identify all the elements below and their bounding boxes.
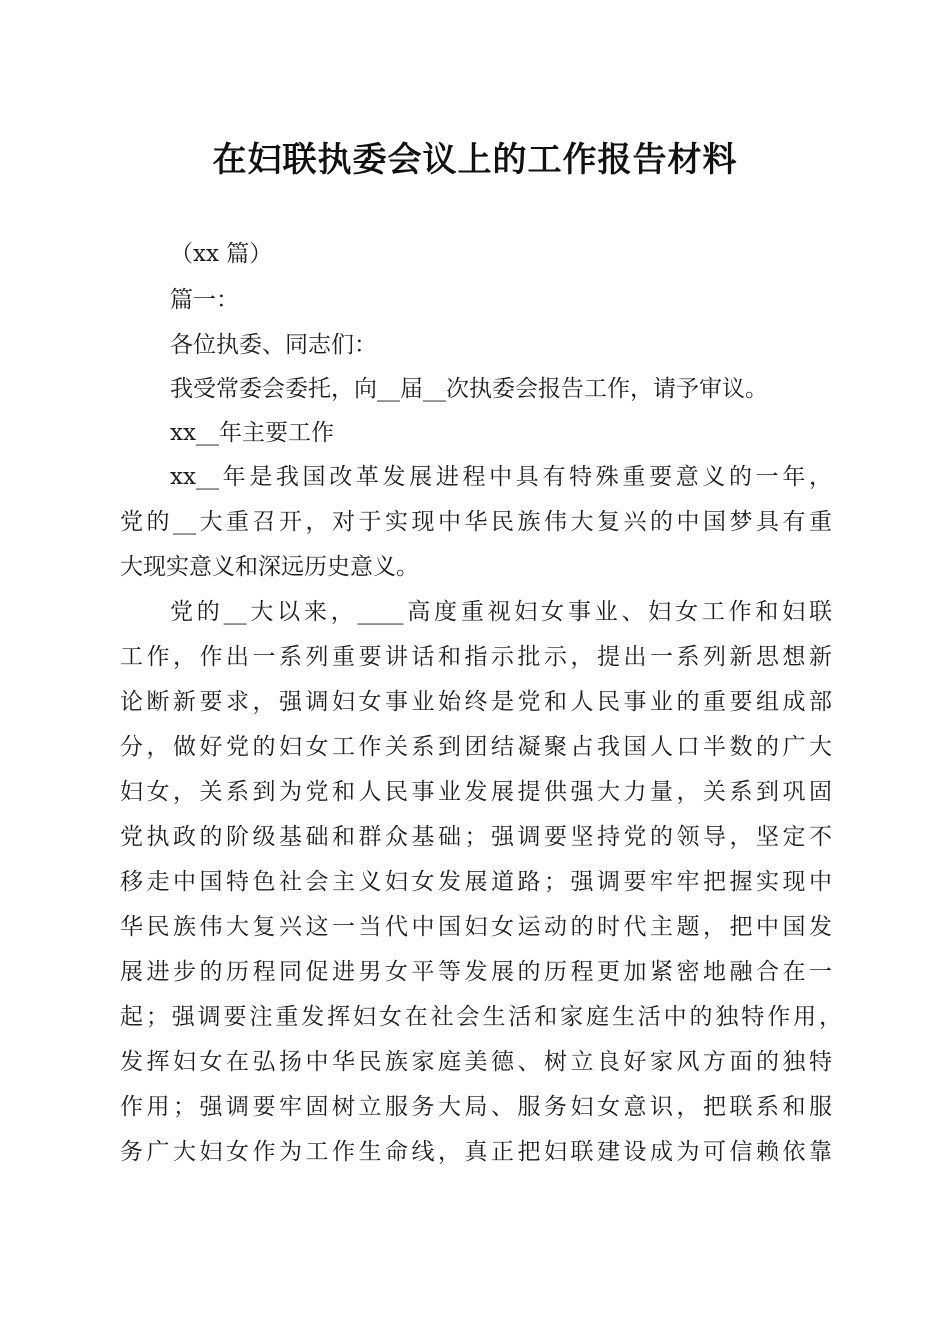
paragraph-line: 党的__大以来，____高度重视妇女事业、妇女工作和妇联 bbox=[170, 599, 832, 625]
paragraph-line: 发挥妇女在弘扬中华民族家庭美德、树立良好家风方面的独特 bbox=[120, 1049, 832, 1075]
paragraph-line: 作用；强调要牢固树立服务大局、服务妇女意识，把联系和服 bbox=[120, 1094, 832, 1120]
salutation: 各位执委、同志们： bbox=[170, 332, 377, 358]
document-title: 在妇联执委会议上的工作报告材料 bbox=[212, 140, 738, 180]
paragraph-line: 大现实意义和深远历史意义。 bbox=[120, 554, 419, 580]
paragraph-line: 务广大妇女作为工作生命线，真正把妇联建设成为可信赖依靠 bbox=[120, 1139, 832, 1165]
document-subtitle: （xx 篇） bbox=[170, 241, 273, 267]
paragraph-line: 论断新要求，强调妇女事业始终是党和人民事业的重要组成部 bbox=[120, 689, 832, 715]
paragraph-line: 分，做好党的妇女工作关系到团结凝聚占我国人口半数的广大 bbox=[120, 734, 832, 760]
paragraph-line: 党的__大重召开，对于实现中华民族伟大复兴的中国梦具有重 bbox=[120, 509, 832, 535]
section-heading: xx__年主要工作 bbox=[170, 420, 334, 446]
intro-paragraph: 我受常委会委托，向__届__次执委会报告工作，请予审议。 bbox=[170, 376, 768, 402]
section-label: 篇一： bbox=[170, 287, 239, 313]
paragraph-line: 党执政的阶级基础和群众基础；强调要坚持党的领导，坚定不 bbox=[120, 824, 832, 850]
paragraph-line: 妇女，关系到为党和人民事业发展提供强大力量，关系到巩固 bbox=[120, 779, 832, 805]
paragraph-line: 移走中国特色社会主义妇女发展道路；强调要牢牢把握实现中 bbox=[120, 869, 832, 895]
paragraph-line: 华民族伟大复兴这一当代中国妇女运动的时代主题，把中国发 bbox=[120, 914, 832, 940]
paragraph-line: xx__年是我国改革发展进程中具有特殊重要意义的一年， bbox=[170, 464, 832, 490]
paragraph-line: 工作，作出一系列重要讲话和指示批示，提出一系列新思想新 bbox=[120, 644, 832, 670]
paragraph-line: 起；强调要注重发挥妇女在社会生活和家庭生活中的独特作用， bbox=[120, 1004, 842, 1030]
paragraph-line: 展进步的历程同促进男女平等发展的历程更加紧密地融合在一 bbox=[120, 959, 832, 985]
